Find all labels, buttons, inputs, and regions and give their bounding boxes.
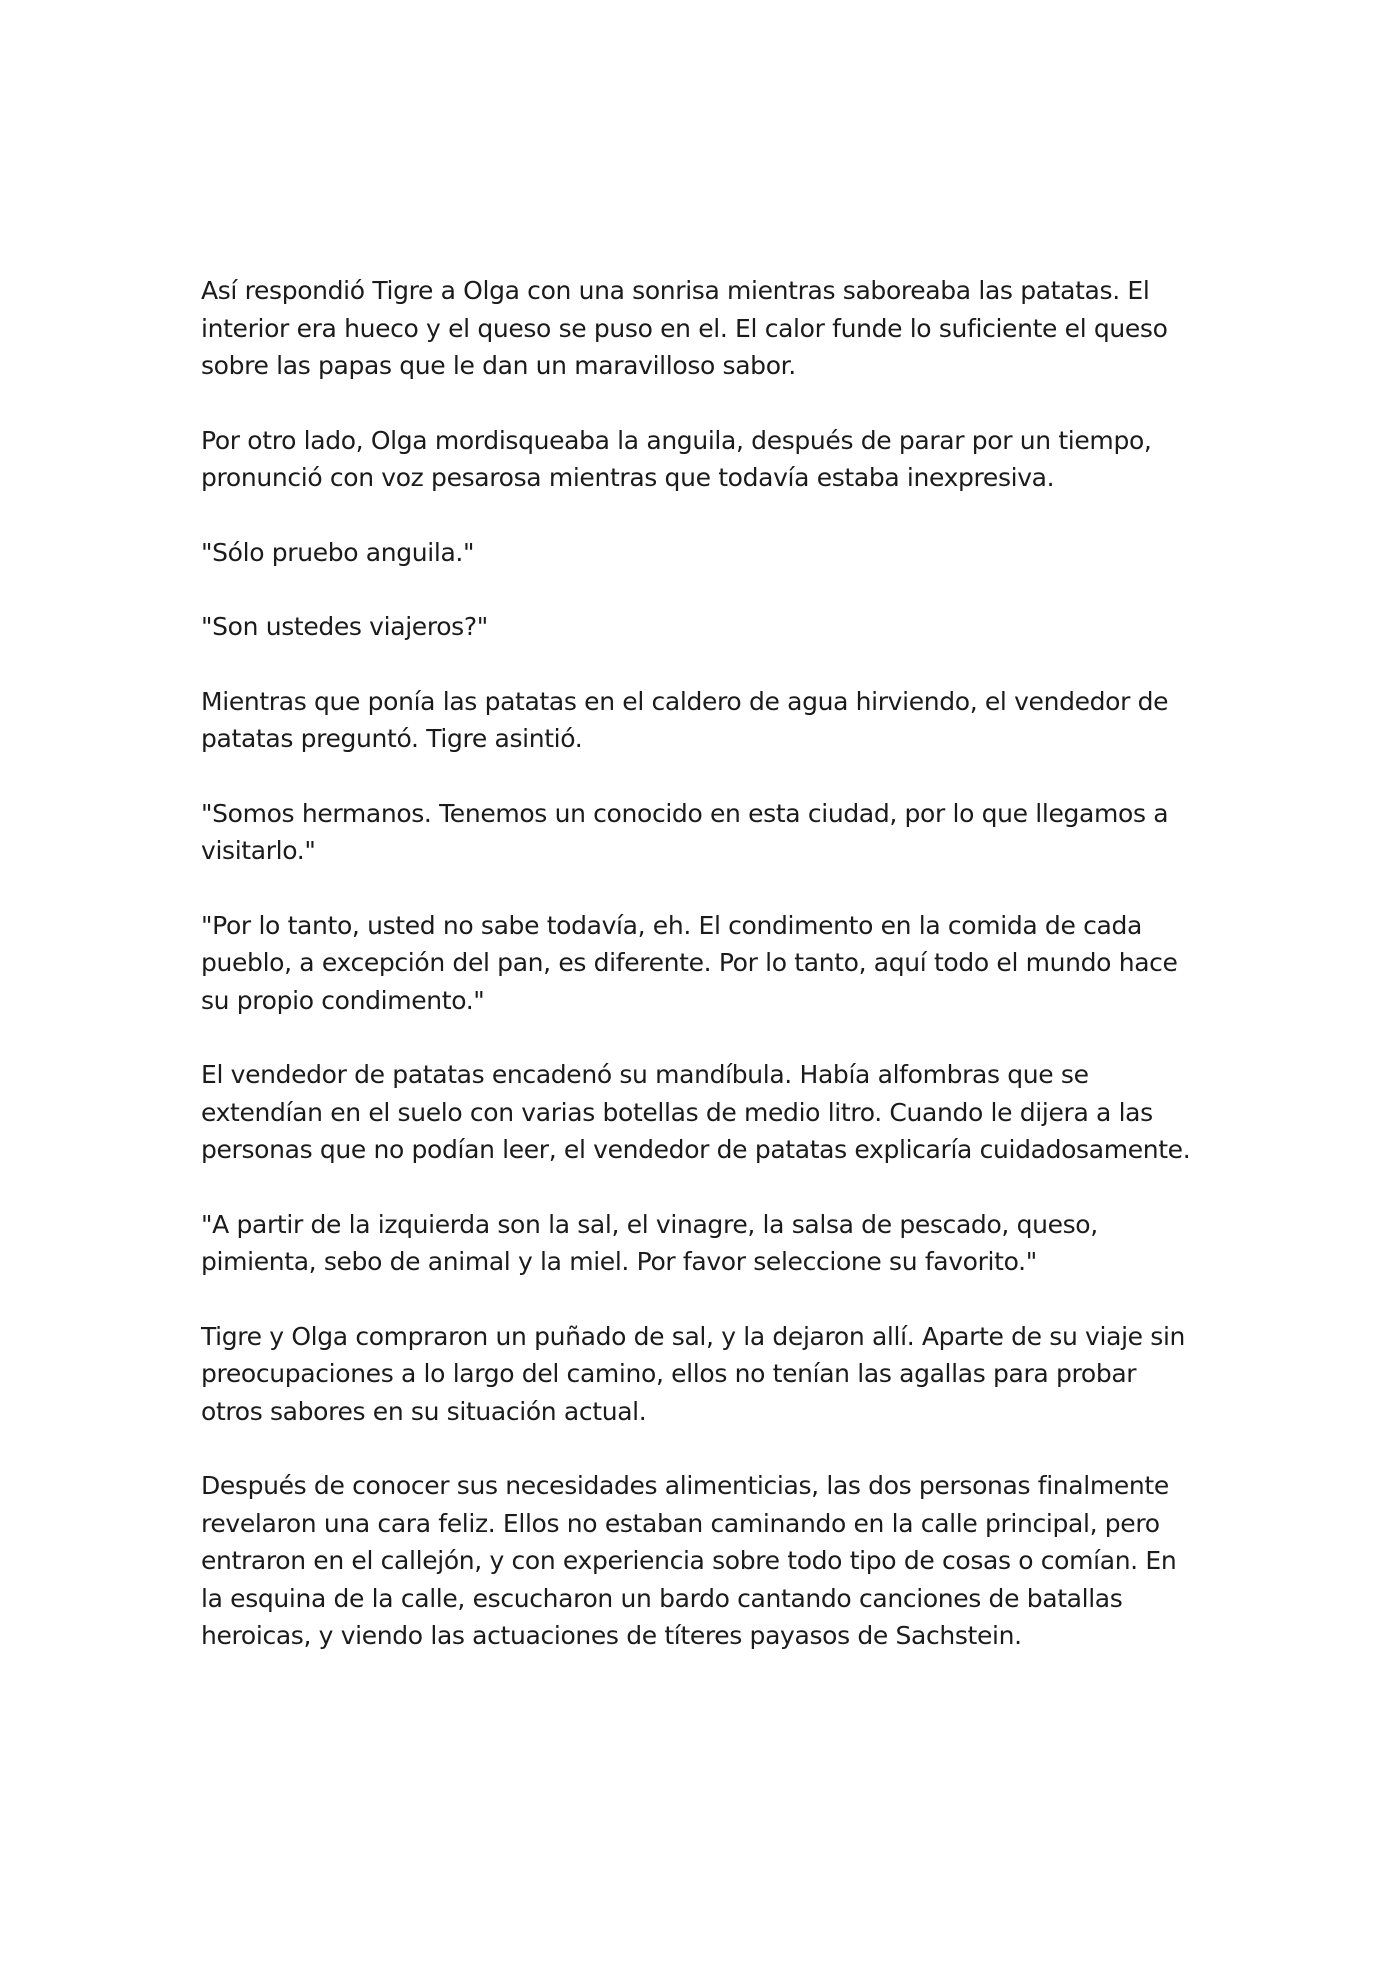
paragraph: "Por lo tanto, usted no sabe todavía, eh. El condimento en la comida de cada pueblo, a excepción del pan, es diferente. Por lo tanto, aquí todo el mundo hace su propio condimento." — [201, 910, 1178, 1015]
paragraph: "Somos hermanos. Tenemos un conocido en esta ciudad, por lo que llegamos a visitarlo." — [201, 798, 1169, 865]
paragraph: Tigre y Olga compraron un puñado de sal, y la dejaron allí. Aparte de su viaje sin preocupaciones a lo largo del camino, ellos no tenían las agallas para probar otros sabores en su situación actual. — [201, 1321, 1186, 1426]
paragraph: El vendedor de patatas encadenó su mandíbula. Había alfombras que se extendían en el suelo con varias botellas de medio litro. Cuando le dijera a las personas que no podían leer, el vendedor de patatas explicaría cuidadosamente. — [201, 1060, 1191, 1164]
paragraph: "Sólo pruebo anguila." — [201, 537, 475, 567]
paragraph: Así respondió Tigre a Olga con una sonrisa mientras saboreaba las patatas. El interior era hueco y el queso se puso en el. El calor funde lo suficiente el queso sobre las papas que le dan un maravilloso sabor. — [201, 276, 1168, 380]
paragraph: Después de conocer sus necesidades alimenticias, las dos personas finalmente revelaron una cara feliz. Ellos no estaban caminando en la calle principal, pero entraron en el callejón, y con experiencia sobre todo tipo de cosas o comían. En la esquina de la calle, escucharon un bardo cantando canciones de batallas heroicas, y viendo las actuaciones de títeres payasos de Sachstein. — [201, 1471, 1177, 1650]
paragraph: Mientras que ponía las patatas en el caldero de agua hirviendo, el vendedor de patatas preguntó. Tigre asintió. — [201, 686, 1169, 753]
paragraph: "Son ustedes viajeros?" — [201, 612, 488, 641]
paragraph: Por otro lado, Olga mordisqueaba la anguila, después de parar por un tiempo, pronunció con voz pesarosa mientras que todavía estaba inexpresiva. — [201, 425, 1152, 492]
paragraph: "A partir de la izquierda son la sal, el vinagre, la salsa de pescado, queso, pimienta, sebo de animal y la miel. Por favor seleccione su favorito." — [201, 1209, 1098, 1276]
document-body — [201, 272, 1211, 1692]
